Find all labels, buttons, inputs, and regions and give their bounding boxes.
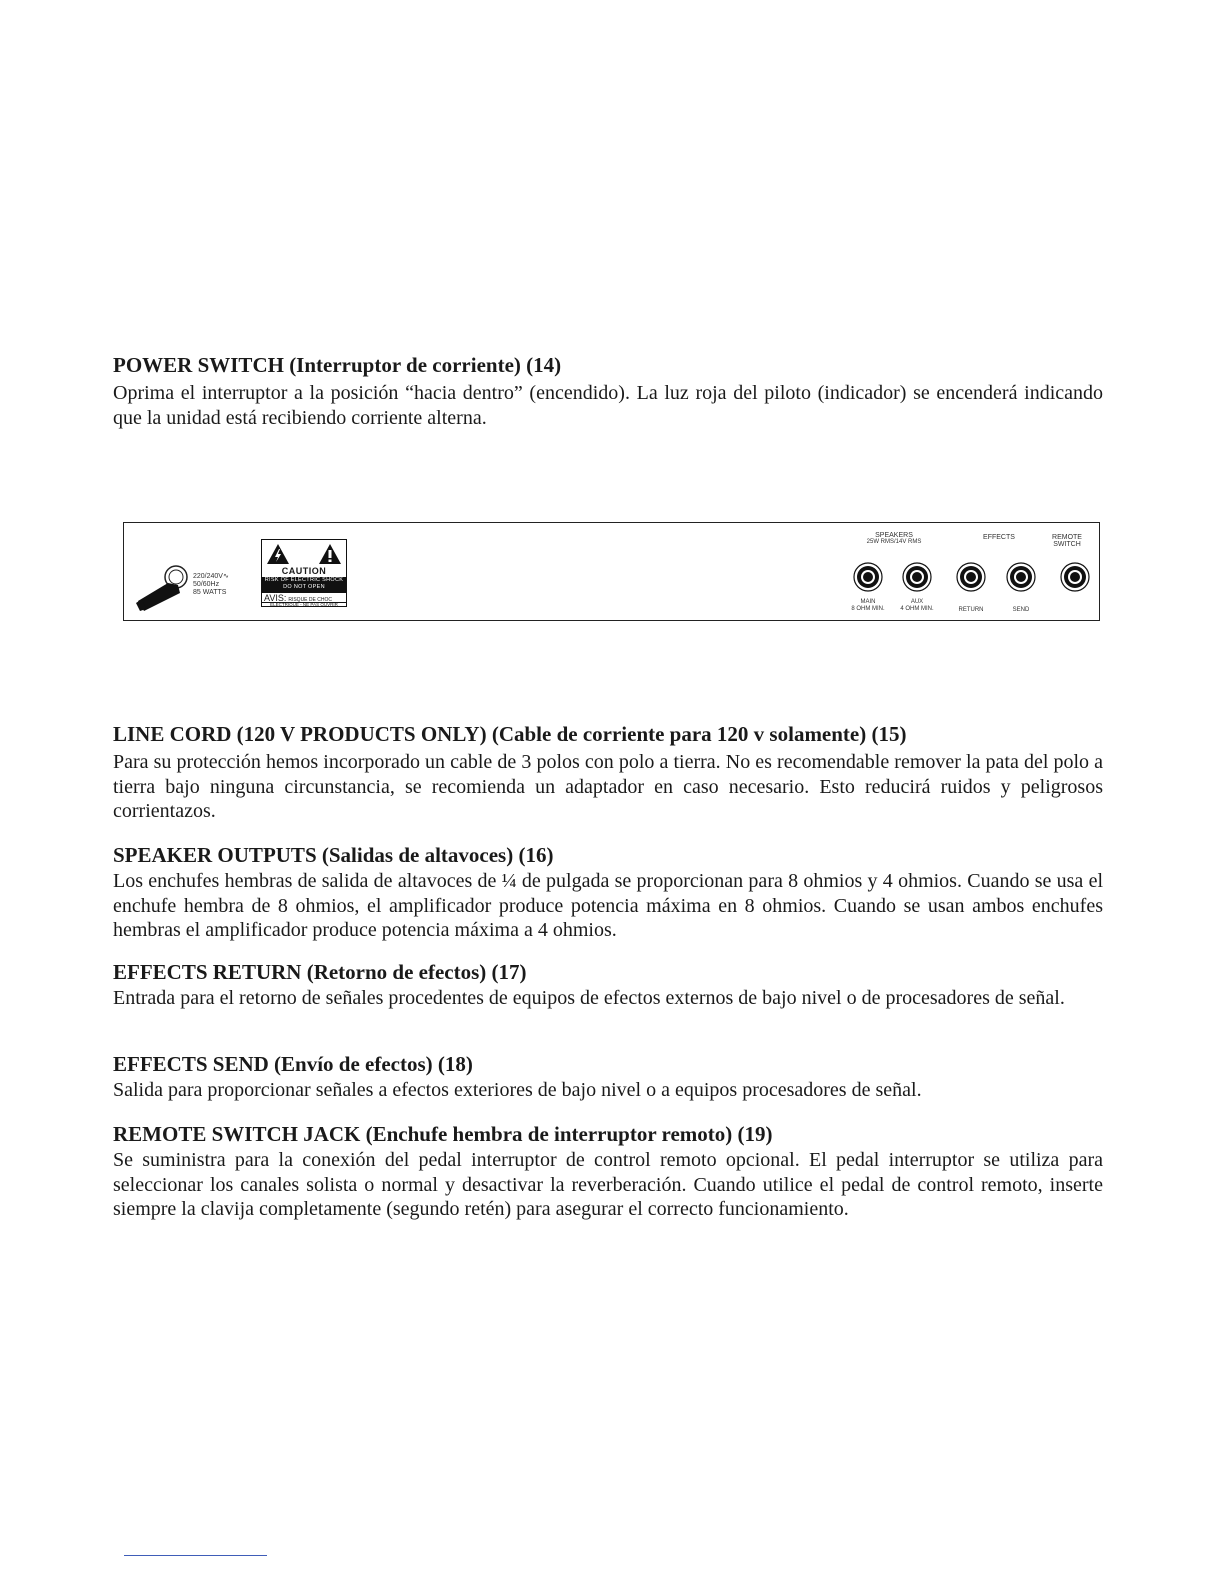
body-power-switch: Oprima el interruptor a la posición “hacia dentro” (encendido). La luz roja del piloto (indicador) se encenderá indicando que la unidad está recibiendo corriente alterna. — [113, 382, 1103, 429]
section-speaker-outputs — [113, 843, 1103, 943]
power-rating-frequency: 50/60Hz — [193, 581, 220, 588]
main-label2: 8 OHM MIN. — [851, 606, 885, 612]
avis-text1: RISQUE DE CHOC — [288, 597, 332, 603]
heading-effects-send: EFFECTS SEND (Envío de efectos) (18) — [113, 1052, 473, 1076]
avis-text2: ELECTRIQUE - NE PAS OUVRIR — [270, 602, 338, 607]
body-speaker-outputs: Los enchufes hembras de salida de altavoces de ¼ de pulgada se proporcionan para 8 ohmios y 4 ohmios. Cuando se usa el enchufe hembra de 8 ohmios, el amplificador produce potencia máxima en 8 ohmios. Cuando se usan ambos enchufes hembras el amplificador produce potencia máxima a 4 ohmios. — [113, 870, 1103, 941]
section-remote-switch-jack — [113, 1122, 1103, 1222]
exclamation-warning-icon — [318, 543, 342, 565]
power-cord-icon — [134, 563, 194, 613]
effects-return-jack-icon — [956, 562, 986, 592]
remote-switch-jack-icon — [1060, 562, 1090, 592]
effects-send-jack-icon — [1006, 562, 1036, 592]
effects-label: EFFECTS — [983, 534, 1015, 541]
speakers-label — [849, 532, 939, 546]
caution-line1: RISK OF ELECTRIC SHOCK — [264, 577, 344, 583]
avis-title: AVIS: — [264, 593, 287, 603]
send-jack-label: SEND — [1012, 607, 1030, 613]
footer-rule — [124, 1555, 267, 1556]
heading-line-cord: LINE CORD (120 V PRODUCTS ONLY) (Cable de corriente para 120 v solamente) (15) — [113, 722, 907, 746]
heading-remote-switch-jack: REMOTE SWITCH JACK (Enchufe hembra de interruptor remoto) (19) — [113, 1122, 773, 1146]
power-rating — [193, 573, 229, 597]
aux-jack-label — [892, 599, 942, 613]
remote-switch-label — [1042, 534, 1092, 548]
section-line-cord — [113, 722, 1103, 824]
remote-title2: SWITCH — [1053, 541, 1081, 548]
body-effects-return: Entrada para el retorno de señales procedentes de equipos de efectos externos de bajo nivel o de procesadores de señal. — [113, 987, 1065, 1009]
caution-line2: DO NOT OPEN — [283, 584, 325, 590]
rear-panel-diagram — [123, 522, 1100, 621]
section-power-switch — [113, 353, 1103, 430]
aux-label: AUX — [910, 599, 924, 605]
caution-label — [261, 539, 347, 607]
body-effects-send: Salida para proporcionar señales a efectos exteriores de bajo nivel o a equipos procesadores de señal. — [113, 1079, 922, 1101]
power-rating-watts: 85 WATTS — [193, 589, 227, 596]
section-effects-send — [113, 1052, 1103, 1103]
section-effects-return — [113, 960, 1103, 1011]
heading-speaker-outputs: SPEAKER OUTPUTS (Salidas de altavoces) (16) — [113, 843, 554, 867]
return-jack-label: RETURN — [958, 607, 984, 613]
electric-shock-warning-icon — [266, 543, 290, 565]
heading-effects-return: EFFECTS RETURN (Retorno de efectos) (17) — [113, 960, 527, 984]
aux-label2: 4 OHM MIN. — [900, 606, 934, 612]
speakers-title: SPEAKERS — [875, 532, 913, 539]
body-remote-switch-jack: Se suministra para la conexión del pedal interruptor de control remoto opcional. El pedal interruptor se utiliza para seleccionar los canales solista o normal y desactivar la reverberación. Cuando utilice el pedal de control remoto, inserte siempre la clavija completamente (segundo retén) para asegurar el correcto funcionamiento. — [113, 1149, 1103, 1220]
speakers-rating: 25W RMS/14V RMS — [866, 539, 922, 545]
heading-power-switch: POWER SWITCH (Interruptor de corriente) (14) — [113, 353, 562, 377]
main-jack-label — [843, 599, 893, 613]
main-label: MAIN — [860, 599, 876, 605]
caution-title: CAUTION — [281, 566, 327, 576]
remote-title: REMOTE — [1052, 534, 1082, 541]
main-speaker-jack-icon — [853, 562, 883, 592]
caution-warning-band — [262, 577, 346, 593]
body-line-cord: Para su protección hemos incorporado un cable de 3 polos con polo a tierra. No es recomendable remover la pata del polo a tierra bajo ninguna circunstancia, se recomienda un adaptador en caso necesario. Esto reducirá ruidos y peligrosos corrientazos. — [113, 751, 1103, 822]
aux-speaker-jack-icon — [902, 562, 932, 592]
power-rating-voltage: 220/240V∿ — [193, 573, 229, 580]
